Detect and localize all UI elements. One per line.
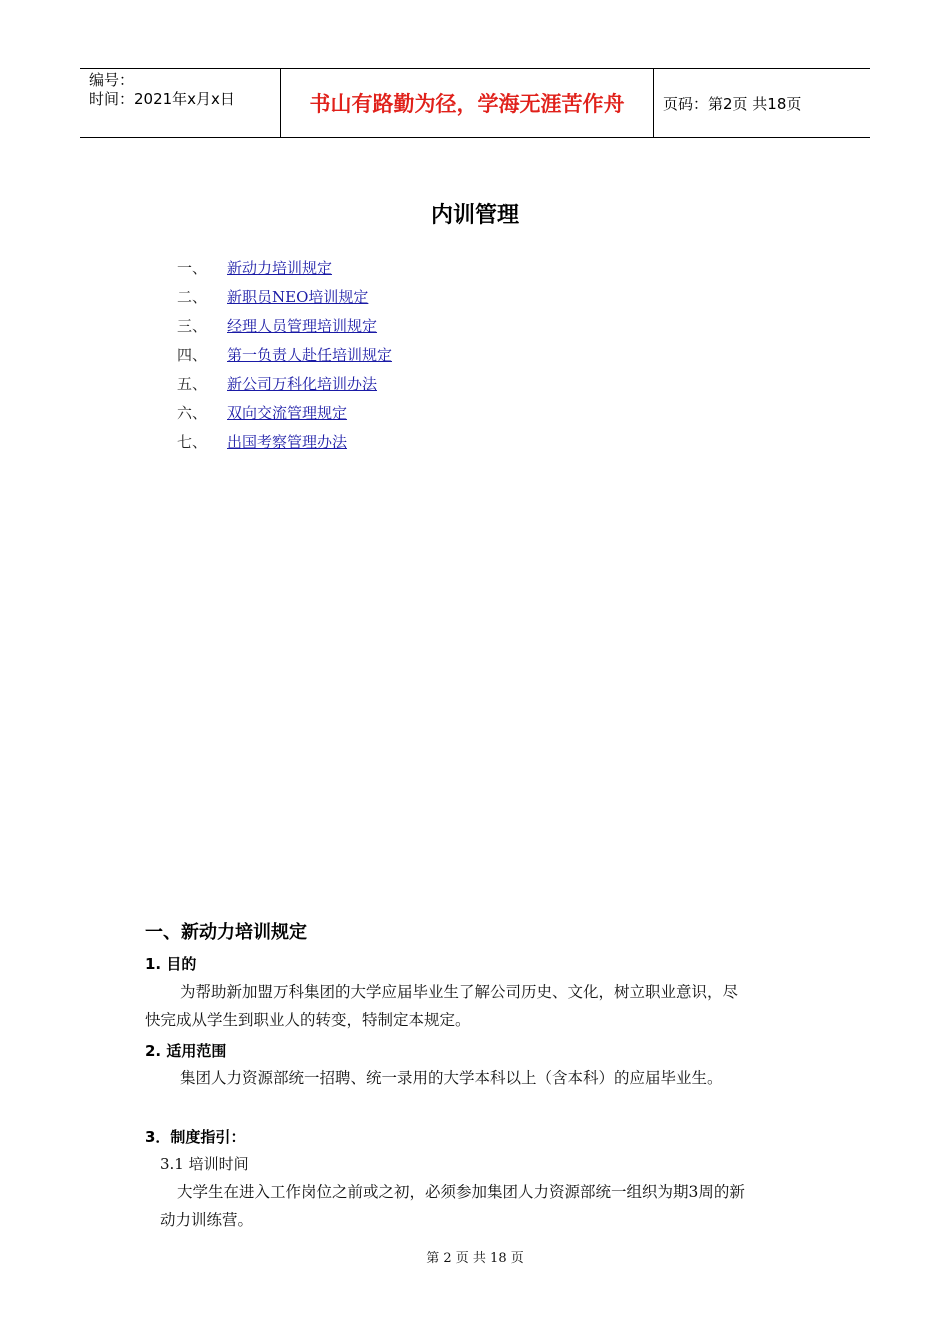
toc-number: 五、 (177, 375, 208, 393)
toc-item (177, 311, 392, 340)
purpose-line-2: 快完成从学生到职业人的转变，特制定本规定。 (145, 1011, 471, 1029)
toc-link-manager-training[interactable]: 经理人员管理培训规定 (227, 317, 378, 335)
toc-item (177, 398, 392, 427)
toc-link-exchange[interactable]: 双向交流管理规定 (227, 404, 348, 422)
section-title: 一、新动力培训规定 (145, 922, 307, 943)
header-meta-cell (80, 69, 280, 137)
number-label: 编号： (89, 71, 135, 89)
header-motto: 书山有路勤为径，学海无涯苦作舟 (280, 69, 654, 137)
toc-item (177, 340, 392, 369)
heading-purpose: 1. 目的 (145, 955, 197, 973)
purpose-line-1: 为帮助新加盟万科集团的大学应届毕业生了解公司历史、文化，树立职业意识，尽 (180, 983, 739, 1001)
page-footer: 第 2 页 共 18 页 (426, 1251, 524, 1266)
toc-item (177, 369, 392, 398)
document-title: 内训管理 (430, 203, 519, 228)
subheading-training-time: 3.1 培训时间 (160, 1155, 249, 1173)
toc-number: 六、 (177, 404, 208, 422)
toc-number: 二、 (177, 288, 208, 306)
scope-text: 集团人力资源部统一招聘、统一录用的大学本科以上（含本科）的应届毕业生。 (180, 1069, 723, 1087)
page-header-table (80, 68, 870, 138)
toc-item (177, 427, 392, 456)
time-line-2: 动力训练营。 (160, 1211, 254, 1229)
time-label: 时间：2021年x月x日 (89, 90, 235, 108)
toc-number: 一、 (177, 259, 208, 277)
toc-link-first-leader[interactable]: 第一负责人赴任培训规定 (227, 346, 393, 364)
heading-scope: 2. 适用范围 (145, 1042, 227, 1060)
toc-item (177, 253, 392, 282)
table-of-contents (177, 253, 392, 456)
header-page-info: 页码：第2页 共18页 (663, 94, 802, 113)
toc-number: 七、 (177, 433, 208, 451)
toc-link-new-power[interactable]: 新动力培训规定 (227, 259, 333, 277)
toc-item (177, 282, 392, 311)
toc-number: 四、 (177, 346, 208, 364)
toc-number: 三、 (177, 317, 208, 335)
time-line-1: 大学生在进入工作岗位之前或之初，必须参加集团人力资源部统一组织为期3周的新 (177, 1183, 745, 1201)
toc-link-neo[interactable]: 新职员NEO培训规定 (227, 288, 369, 306)
toc-link-new-company[interactable]: 新公司万科化培训办法 (227, 375, 378, 393)
heading-guide: 3．制度指引： (145, 1128, 246, 1146)
toc-link-overseas[interactable]: 出国考察管理办法 (227, 433, 348, 451)
